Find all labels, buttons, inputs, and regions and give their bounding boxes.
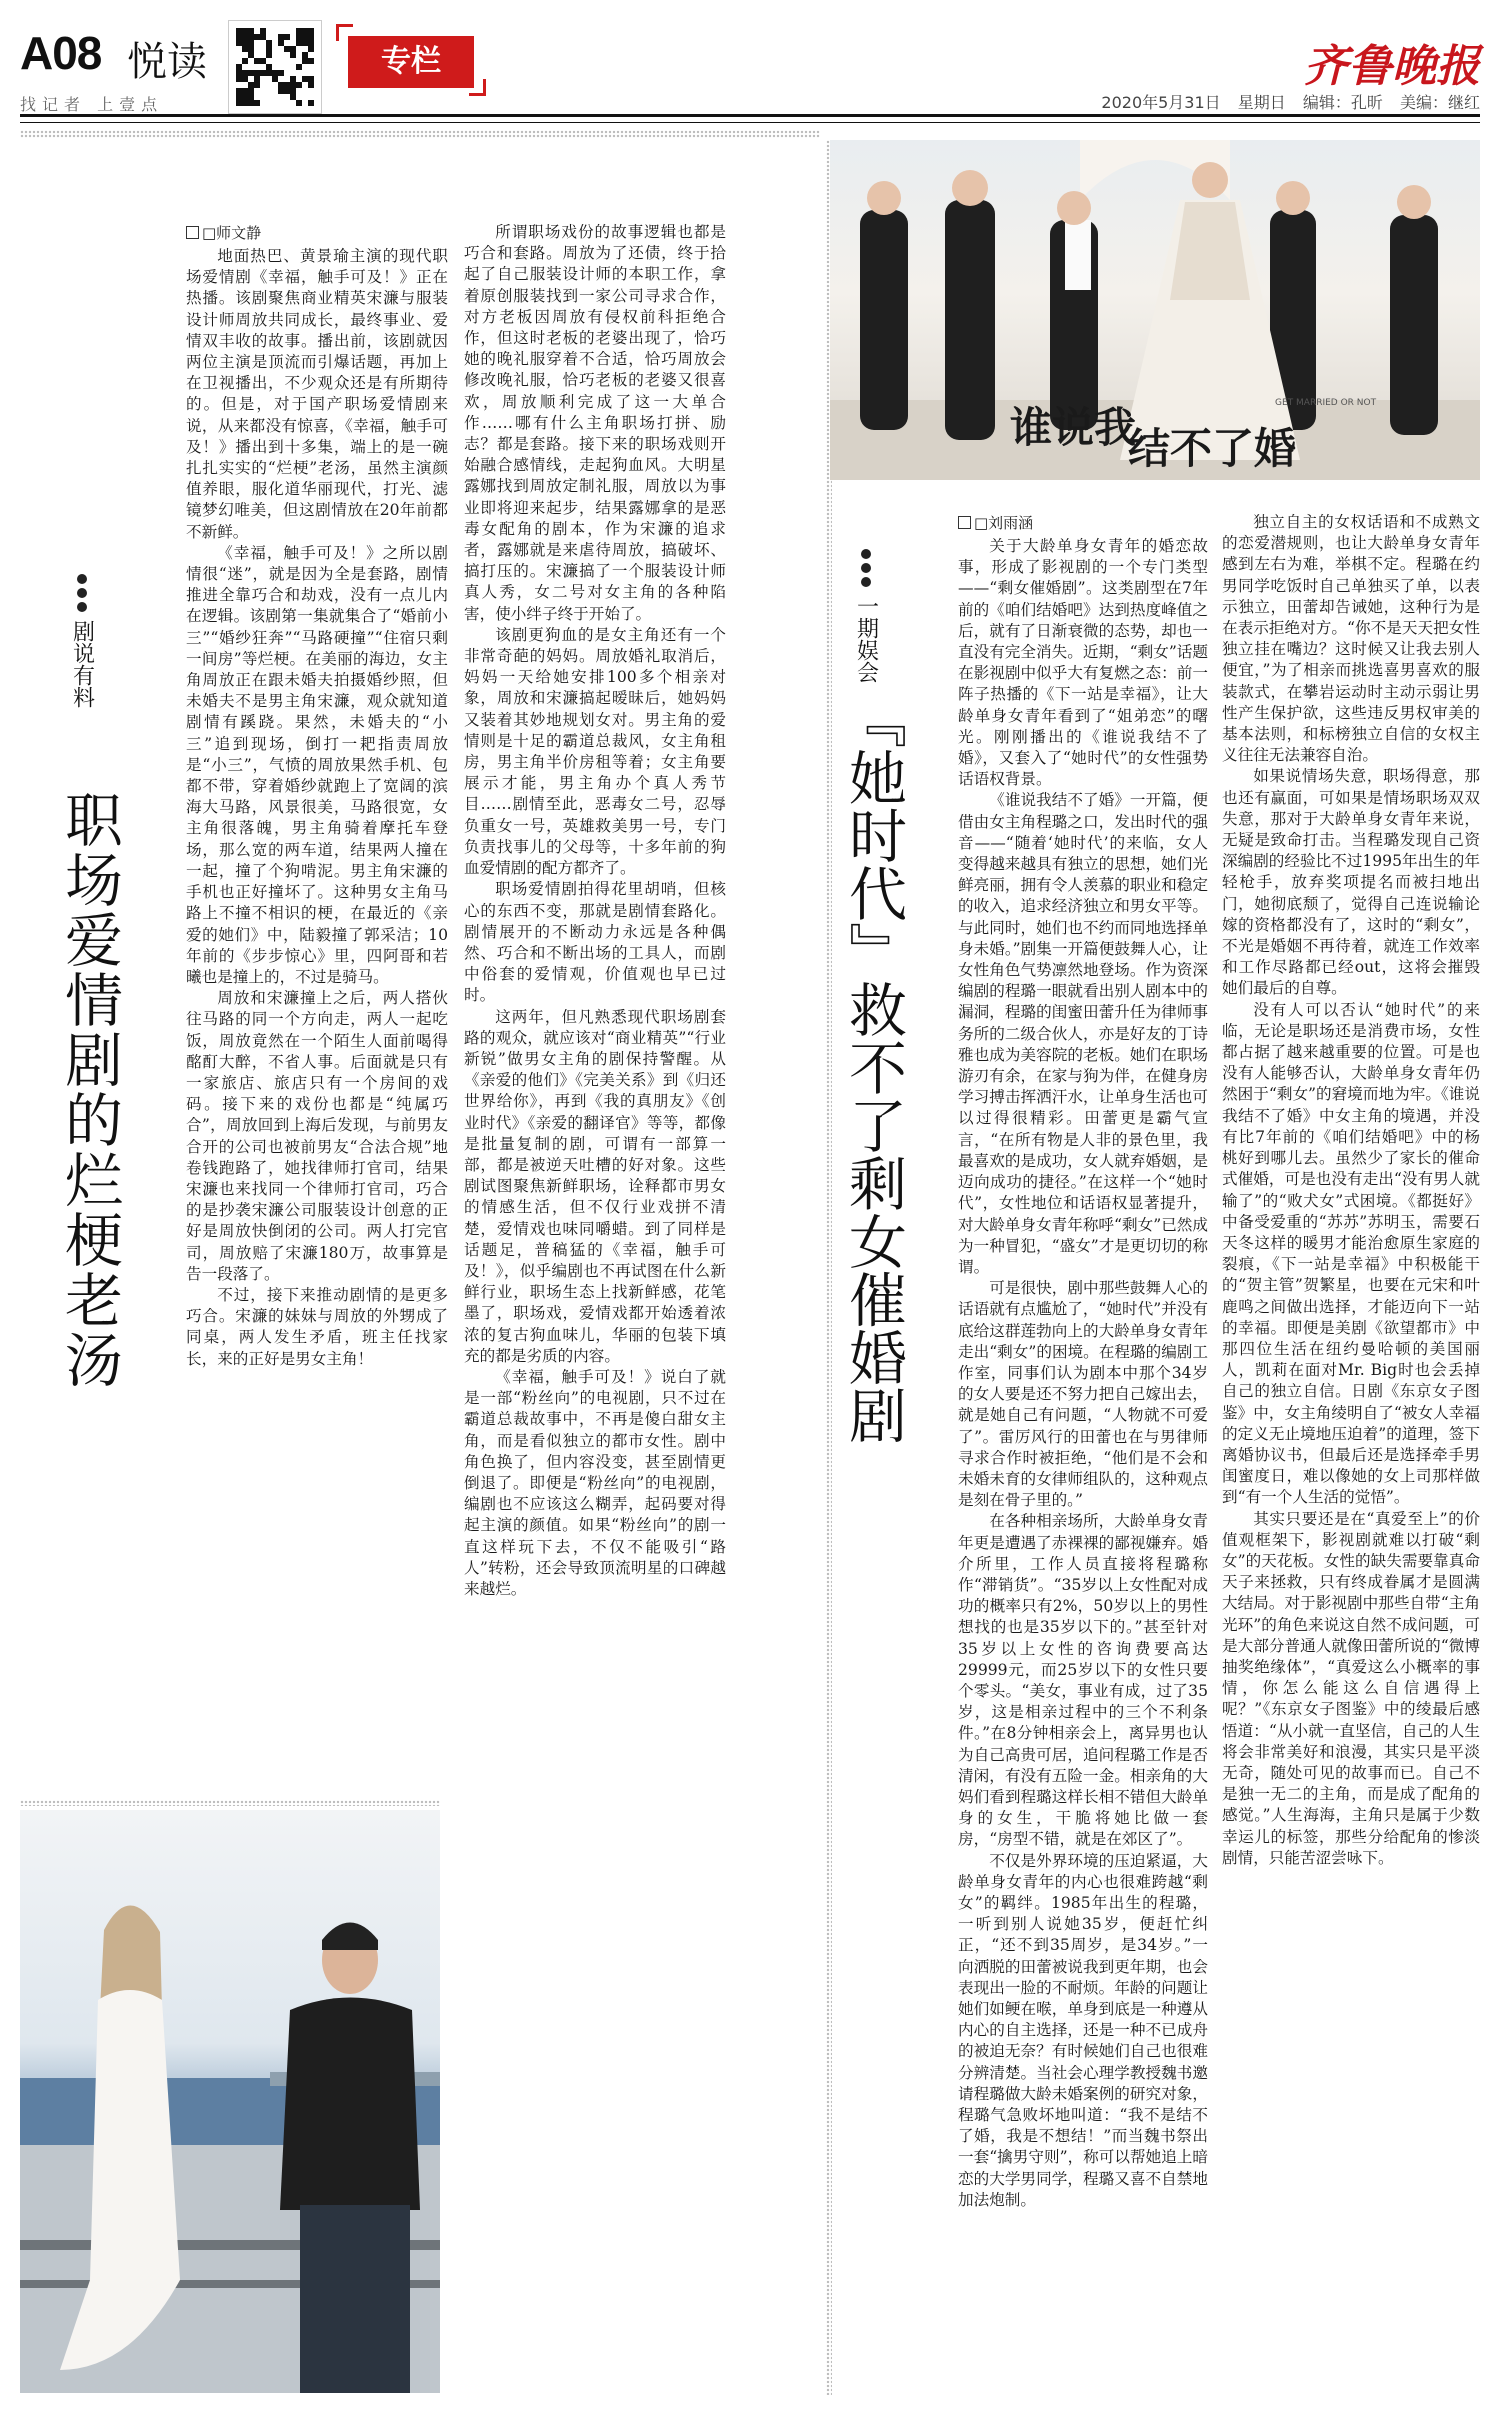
bullet-dot bbox=[861, 563, 871, 573]
qr-module bbox=[308, 58, 314, 64]
qr-module bbox=[308, 100, 314, 106]
promo-poster-photo bbox=[830, 140, 1480, 480]
page-number: A08 bbox=[20, 27, 102, 79]
paragraph: 《谁说我结不了婚》一开篇，便借由女主角程璐之口，发出时代的强音——“随着‘她时代’的来临，女人变得越来越具有独立的思想，她们光鲜亮丽，拥有令人羡慕的职业和稳定的收入，追求经济独立和男女平等。与此同时，她们也不约而同地选择单身未婚。”剧集一开篇便鼓舞人心，让女性角色气势凛然地登场。作为资深编剧的程璐一眼就看出别人剧本中的漏洞，程璐的闺蜜田蕾升任为律师事务所的二级合伙人，亦是好友的丁诗雅也成为美容院的老板。她们在职场游刃有余，在家与狗为伴，在健身房学习搏击挥洒汗水，让单身生活也可以过得很精彩。田蕾更是霸气宣言，“在所有物是人非的景色里，我最喜欢的是成功，女人就弃婚姻，是迈向成功的捷径。”在这样一个“她时代”，女性地位和话语权显著提升，对大龄单身女青年称呼“剩女”已然成为一种冒犯，“盛女”才是更切切的称谓。 bbox=[958, 791, 1208, 1276]
paragraph: 独立自主的女权话语和不成熟文的恋爱潜规则，也让大龄单身女青年感到左右为难，举棋不定。程璐在约男同学吃饭时自己单独买了单，以表示独立，田蕾却告诫她，这种行为是在表示拒绝对方。“你不是天天把女性独立挂在嘴边？这时候又让我去别人便宜，”为了相亲而挑选喜男喜欢的服装款式，在攀岩运动时主动示弱让男性产生保护欲，这些违反男权审美的基本法则，和标榜独立自信的女权主义往往无法兼容自治。 bbox=[1222, 513, 1480, 765]
issue-weekday: 星期日 bbox=[1237, 93, 1286, 112]
qr-module bbox=[254, 100, 260, 106]
paragraph: 《幸福，触手可及！》说白了就是一部“粉丝向”的电视剧，只不过在霸道总裁故事中，不再是傻白甜女主角，而是看似独立的都市女性。剧中角色换了，但内容没变，甚至剧情更倒退了。即便是“粉丝向”的电视剧，编剧也不应该这么糊弄，起码要对得起主演的颜值。如果“粉丝向”的剧一直这样玩下去，不仅不能吸引“路人”转粉，还会导致顶流明星的口碑越来越烂。 bbox=[464, 1367, 726, 1598]
article2-column-1 bbox=[958, 536, 1208, 2386]
paragraph: 周放和宋濂撞上之后，两人搭伙往马路的同一个方向走，两人一起吃饭，周放竟然在一个陌生人面前喝得酩酊大醉，不省人事。后面就是只有一家旅店、旅店只有一个房间的戏码。接下来的戏份也都是“纯属巧合”，周放回到上海后发现，与前男友合开的公司也被前男友“合法合规”地卷钱跑路了，她找律师打官司，结果宋濂也来找同一个律师打官司，巧合的是抄袭宋濂公司服装设计创意的正好是周放快倒闭的公司。两人打完官司，周放赔了宋濂180万，故事算是告一段落了。 bbox=[186, 989, 448, 1283]
issue-meta bbox=[1089, 90, 1480, 113]
drama-still-photo bbox=[20, 1810, 440, 2393]
qr-module bbox=[296, 82, 302, 88]
paragraph: 其实只要还是在“真爱至上”的价值观框架下，影视剧就难以打破“剩女”的天花板。女性的缺失需要靠真命天子来拯救，只有终成眷属才是圆满大结局。对于影视剧中那些自带“主角光环”的角色来说这自然不成问题，可是大部分普通人就像田蕾所说的“微博抽奖绝缘体”，“真爱这么小概率的事情，你怎么能这么自信遇得上呢？”《东京女子图鉴》中的绫最后感悟道：“从小就一直坚信，自己的人生将会非常美好和浪漫，其实只是平淡无奇，随处可见的故事而已。自己不是独一无二的主角，而是成了配角的感觉。”人生海海，主角只是属于少数幸运儿的标签，那些分给配角的惨淡剧情，只能苦涩尝咏下。 bbox=[1222, 1509, 1480, 1867]
article1-label-block bbox=[62, 570, 102, 708]
poster-title-line1: 谁说我 bbox=[1010, 403, 1137, 452]
article2-byline: □刘雨涵 bbox=[958, 512, 1033, 533]
qr-code-icon[interactable] bbox=[228, 20, 322, 114]
article1-byline: □师文静 bbox=[186, 222, 261, 243]
paragraph: 不过，接下来推动剧情的是更多巧合。宋濂的妹妹与周放的外甥成了同桌，两人发生矛盾，班主任找家长，来的正好是男女主角！ bbox=[186, 1285, 448, 1368]
paragraph: 在各种相亲场所，大龄单身女青年更是遭遇了赤裸裸的鄙视嫌弃。婚介所里，工作人员直接将程璐称作“滞销货”。“35岁以上女性配对成功的概率只有2%，50岁以上的男性想找的也是35岁以下的。”甚至针对35岁以上女性的咨询费要高达29999元，而25岁以下的女性只要个零头。“美女，事业有成，过了35岁，这是相亲过程中的三个不利条件。”在8分钟相亲会上，离异男也认为自己高贵可居，追问程璐工作是否清闲，有没有五险一金。相亲角的大妈们看到程璐这样长相不错但大龄单身的女生，干脆将她比做一套房，“房型不错，就是在郊区了”。 bbox=[958, 1512, 1208, 1849]
qr-module bbox=[296, 100, 302, 106]
paragraph: 所谓职场戏份的故事逻辑也都是巧合和套路。周放为了还债，终于拾起了自己服装设计师的本职工作，拿着原创服装找到一家公司寻求合作，对方老板因周放有侵权前科拒绝合作，但这时老板的老婆出现了，恰巧她的晚礼服穿着不合适，恰巧周放会修改晚礼服，恰巧老板的老婆又很喜欢，周放顺利完成了这一大单合作……哪有什么主角职场打拼、励志？都是套路。接下来的职场戏则开始融合感情线，走起狗血风。大明星露娜找到周放定制礼服，周放以为事业即将迎来起步，结果露娜拿的是恶毒女配角的剧本，作为宋濂的追求者，露娜就是来虐待周放，搞破坏、搞打压的。宋濂搞了一个服装设计师真人秀，女二号对女主角的各种陷害，使小绊子终于开始了。 bbox=[464, 223, 726, 623]
editor-credit: 编辑：孔昕 bbox=[1302, 93, 1383, 112]
designer-credit: 美编：继红 bbox=[1399, 93, 1480, 112]
qr-module bbox=[290, 52, 296, 58]
poster-title-english: GET MARRIED OR NOT bbox=[1275, 398, 1377, 408]
paragraph: 地面热巴、黄景瑜主演的现代职场爱情剧《幸福，触手可及！》正在热播。该剧聚焦商业精英宋濂与服装设计师周放共同成长，最终事业、爱情双丰收的故事。播出前，该剧就因两位主演是顶流而引爆话题，再加上在卫视播出，不少观众还是有所期待的。但是，对于国产职场爱情剧来说，从来都没有惊喜，《幸福，触手可及！》播出到十多集，端上的是一碗扎扎实实的“烂梗”老汤，虽然主演颜值养眼，服化道华丽现代，打光、滤镜梦幻唯美，但这剧情放在20年前都不新鲜。 bbox=[186, 247, 448, 541]
dotted-rule bbox=[20, 1800, 440, 1806]
article2-column-2 bbox=[1222, 512, 1480, 2392]
qr-module bbox=[278, 70, 284, 76]
qr-module bbox=[308, 46, 314, 52]
bullet-dot bbox=[77, 574, 87, 584]
article1-title: 职场爱情剧的烂梗老汤 bbox=[55, 790, 123, 1390]
qr-module bbox=[254, 82, 260, 88]
qr-module bbox=[266, 52, 272, 58]
paragraph: 如果说情场失意，职场得意，那也还有赢面，可如果是情场职场双双失意，那对于大龄单身女青年来说，无疑是致命打击。当程璐发现自己资深编剧的经验比不过1995年出生的年轻枪手，放弃奖项提名而被扫地出门，她彻底颓了，觉得自己连说输论嫁的资格都没有了，这时的“剩女”，不光是婚姻不再待着，就连工作效率和工作尽路都已经out，这将会摧毁她们最后的自尊。 bbox=[1222, 767, 1480, 998]
paragraph: 不仅是外界环境的压迫紧逼，大龄单身女青年的内心也很难跨越“剩女”的羁绊。1985年出生的程璐，一听到别人说她35岁，便赶忙纠正，“还不到35周岁，是34岁。”一向洒脱的田蕾被说我到更年期，也会表现出一脸的不耐烦。年龄的问题让她们如鲠在喉，单身到底是一种遵从内心的自主选择，还是一种不已成舟的被迫无奈？有时候她们自己也很难分辨清楚。当社会心理学教授魏书邀请程璐做大龄未婚案例的研究对象，程璐气急败坏地叫道：“我不是结不了婚，我是不想结！”而当魏书祭出一套“擒男守则”，称可以帮她追上暗恋的大学男同学，程璐又喜不自禁地加法炮制。 bbox=[958, 1851, 1208, 2209]
dotted-rule bbox=[20, 130, 820, 138]
paragraph: 这两年，但凡熟悉现代职场剧套路的观众，就应该对“商业精英”“行业新锐”做男女主角的剧保持警醒。从《亲爱的他们》《完美关系》到《归还世界给你》，再到《我的真朋友》《创业时代》《亲爱的翻译官》等等，都像是批量复制的剧，可谓有一部算一部，都是被逆天吐槽的好对象。这些剧试图聚焦新鲜职场，诠释都市男女的情感生活，但不仅行业戏拼不清楚，爱情戏也味同嚼蜡。到了同样是话题足，普稿猛的《幸福，触手可及！》，似乎编剧也不再试图在什么新鲜行业，职场生态上找新鲜感，花笔墨了，职场戏，爱情戏都开始透着浓浓的复古狗血味儿，华丽的包装下填充的都是劣质的内容。 bbox=[464, 1007, 726, 1365]
column-tag bbox=[336, 24, 486, 96]
article1-label: 剧说有料 bbox=[69, 620, 95, 708]
paragraph: 职场爱情剧拍得花里胡哨，但核心的东西不变，那就是剧情套路化。剧情展开的不断动力永远是各种偶然、巧合和不断出场的工具人，而剧中俗套的爱情观，价值观也早已过时。 bbox=[464, 880, 726, 1005]
issue-date: 2020年5月31日 bbox=[1101, 93, 1221, 112]
newspaper-logo: 齐鲁晚报 bbox=[1304, 41, 1480, 92]
article2-title: 『她时代』救不了剩女催婚剧 bbox=[839, 690, 907, 1444]
qr-module bbox=[284, 34, 290, 40]
article1-column-2 bbox=[464, 222, 726, 1797]
qr-module bbox=[242, 58, 248, 64]
poster-title-line2: 结不了婚 bbox=[1128, 424, 1297, 473]
paragraph: 没有人可以否认“她时代”的来临，无论是职场还是消费市场，女性都占据了越来越重要的位置。可是也没有人能够否认，大龄单身女青年仍然困于“剩女”的窘境而地为牢。《谁说我结不了婚》中女主角的境遇，并没有比7年前的《咱们结婚吧》中的杨桃好到哪儿去。虽然少了家长的催命式催婚，可是也没有走出“没有男人就输了”的“败犬女”式困境。《都挺好》中备受爱重的“苏苏”苏明玉，需要石天冬这样的暖男才能治愈原生家庭的裂痕，《下一站是幸福》中积极能干的“贺主管”贺繁星，也要在元宋和叶鹿鸣之间做出选择，才能迈向下一站的幸福。即便是美剧《欲望都市》中那四位生活在纽约曼哈顿的美国丽人，凯莉在面对Mr. Big时也会丢掉自己的独立自信。日剧《东京女子图鉴》中，女主角绫明自了“被女人幸福的定义无止境地压迫着”的道理，签下离婚协议书，但最后还是选择牵手男闺蜜度日，难以像她的女上司那样做到“有一个人生活的觉悟”。 bbox=[1222, 1000, 1480, 1507]
header-rule-thin bbox=[20, 122, 1480, 123]
bullet-dot bbox=[861, 549, 871, 559]
qr-module bbox=[296, 64, 302, 70]
bullet-dot bbox=[77, 588, 87, 598]
qr-module bbox=[308, 82, 314, 88]
paragraph: 该剧更狗血的是女主角还有一个非常奇葩的妈妈。周放婚礼取消后，妈妈一天给她安排100多个相亲对象，周放和宋濂搞起暧昧后，她妈妈又装着其妙地规划女对。男主角的爱情则是十足的霸道总裁风，女主角租房，男主角半价房租等着；女主角要展示才能，男主角办个真人秀节目……剧情至此，恶毒女二号，忍辱负重女一号，英雄救美男一号，专门负责找事儿的父母等，十多年前的狗血爱情剧的配方都齐了。 bbox=[464, 625, 726, 878]
drama-still-illustration bbox=[20, 1810, 440, 2393]
column-tag-label: 专栏 bbox=[348, 36, 474, 88]
article1-column-1 bbox=[186, 246, 448, 1794]
bullet-dot bbox=[861, 577, 871, 587]
section-subtitle: 找记者 上壹点 bbox=[20, 95, 164, 114]
article2-label: 一期娱会 bbox=[853, 595, 879, 683]
paragraph: 关于大龄单身女青年的婚恋故事，形成了影视剧的一个专门类型——“剩女催婚剧”。这类剧型在7年前的《咱们结婚吧》达到热度峰值之后，就有了日渐衰微的态势，却也一直没有完全消失。近期，“剩女”话题在影视剧中似乎大有复燃之态：前一阵子热播的《下一站是幸福》，让大龄单身女青年看到了“姐弟恋”的曙光。刚刚播出的《谁说我结不了婚》，又套入了“她时代”的女性强势话语权背景。 bbox=[958, 537, 1208, 789]
paragraph: 可是很快，剧中那些鼓舞人心的话语就有点尴尬了，“她时代”并没有底给这群莲勃向上的大龄单身女青年走出“剩女”的困境。在程璐的编剧工作室，同事们认为剧本中那个34岁的女人要是还不努力把自己嫁出去，就是她自己有问题，“人物就不可爱了”。雷厉风行的田蕾也在与男律师寻求合作时被拒绝，“他们是不会和未婚未育的女律师组队的，这种观点是刻在骨子里的。” bbox=[958, 1279, 1208, 1510]
header-rule bbox=[20, 114, 1480, 117]
bullet-dot bbox=[77, 602, 87, 612]
section-name: 悦读 bbox=[127, 39, 207, 85]
paragraph: 《幸福，触手可及！》之所以剧情很“迷”，就是因为全是套路，剧情推进全靠巧合和劫戏，没有一点儿内在逻辑。该剧第一集就集合了“婚前小三”“婚纱狂奔”“马路硬撞”“住宿只剩一间房”等烂梗。在美丽的海边，女主角周放正在跟未婚夫拍摄婚纱照，但未婚夫不是男主角宋濂，观众就知道剧情有蹊跷。果然，未婚夫的“小三”追到现场，倒打一耙指责周放是“小三”，气愤的周放果然手机、包都不带，穿着婚纱就跑上了宽阔的滨海大马路，风景很美，马路很宽，女主角很落魄，男主角骑着摩托车登场，那么宽的两车道，结果两人撞在一起，撞了个狗啃泥。男主角宋濂的手机也正好撞坏了。这种男女主角马路上不撞不相识的梗，在最近的《亲爱的她们》中，陆毅撞了郭采洁；10年前的《步步惊心》里，四阿哥和若曦也是撞上的，不过是骑马。 bbox=[186, 543, 448, 986]
article2-label-block bbox=[848, 545, 884, 683]
